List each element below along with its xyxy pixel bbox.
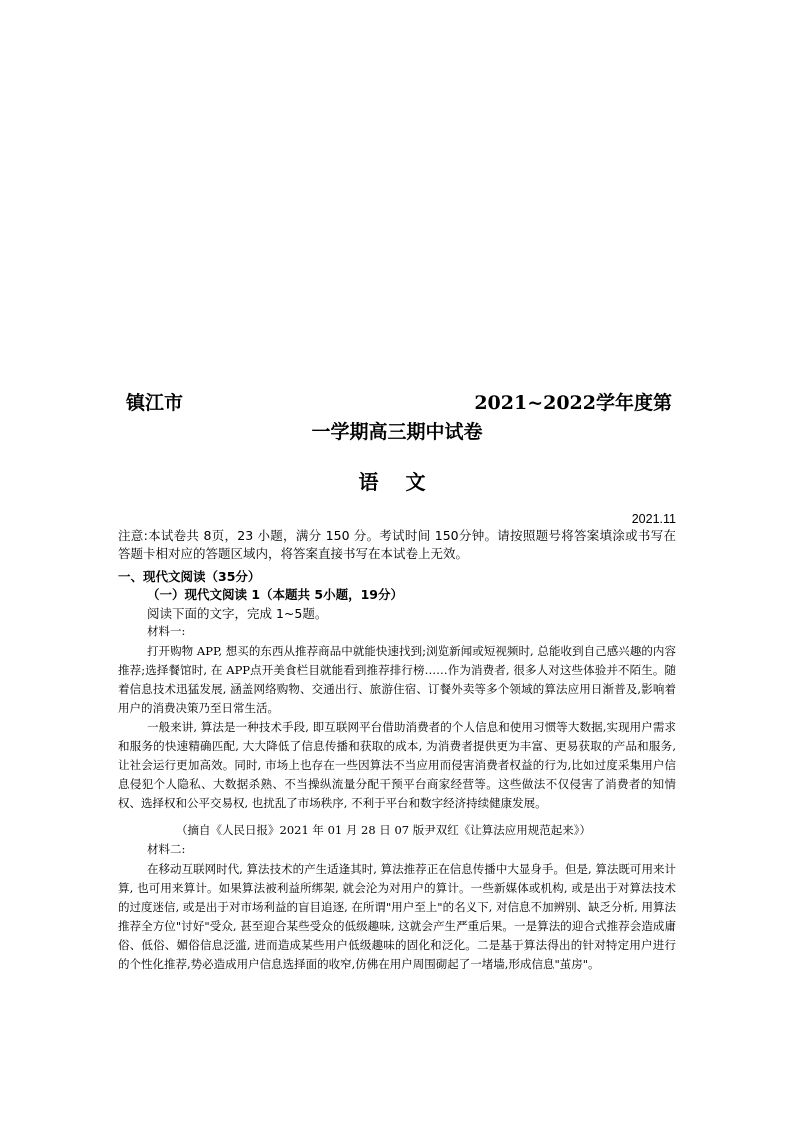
city-name: 镇江市 [126, 392, 184, 414]
subject-title: 语 文 [358, 470, 436, 494]
title-line-1 [126, 388, 672, 416]
material-1-paragraph: 一般来讲, 算法是一种技术手段, 即互联网平台借助消费者的个人信息和使用习惯等大数据,实现用户需求和服务的快速精确匹配, 大大降低了信息传播和获取的成本, 为消费者提供更为丰富、更易获取的产品和服务, 让社会运行更加高效。同时, 市场上也存在一些因算法不当应用而侵害消费者权益的行为,比如过度采集用户信息侵犯个人隐私、大数据杀熟、不当操纵流量分配干预平台商家经营等。这些做法不仅侵害了消费者的知情权、选择权和公平交易权, 也扰乱了市场秩序, 不利于平台和数字经济持续健康发展。 [118, 720, 676, 810]
material-2-paragraph: 在移动互联网时代, 算法技术的产生适逢其时, 算法推荐正在信息传播中大显身手。但是, 算法既可用来计算, 也可用来算计。如果算法被利益所绑架, 就会沦为对用户的算计。一些新媒体或机构, 或是出于对算法技术的过度迷信, 或是出于对市场利益的盲目追逐, 在所谓"用户至上"的名义下, 对信息不加辨别、缺乏分析, 用算法推荐全方位"讨好"受众, 甚至迎合某些受众的低级趣味, 这就会产生严重后果。一是算法的迎合式推荐会造成庸俗、低俗、媚俗信息泛滥, 进而造成某些用户低级趣味的固化和泛化。二是基于算法得出的针对特定用户进行的个性化推荐,势必造成用户信息选择面的收窄,仿佛在用户周围砌起了一堵墙,形成信息"茧房"。 [118, 862, 676, 971]
title-line-2: 一学期高三期中试卷 [311, 421, 483, 443]
exam-notice: 注意:本试卷共 8页，23 小题，满分 150 分。考试时间 150分钟。请按照题号将答案填涂或书写在答题卡相对应的答题区域内，将答案直接书写在本试卷上无效。 [118, 528, 676, 561]
material-2-body [118, 860, 676, 974]
material-1-body [118, 642, 676, 813]
exam-date: 2021.11 [631, 512, 676, 526]
reading-instruction: 阅读下面的文字，完成 1~5题。 [147, 606, 328, 621]
academic-year: 2021~2022学年度第 [474, 392, 672, 414]
material-1-citation: （摘自《人民日报》2021 年 01 月 28 日 07 版尹双红《让算法应用规范起来》） [176, 823, 592, 837]
material-1-paragraph: 打开购物 APP, 想买的东西从推荐商品中就能快速找到;浏览新闻或短视频时, 总能收到自己感兴趣的内容推荐;选择餐馆时, 在 APP点开美食栏目就能看到推荐排行榜……作为消费者, 很多人对这些体验并不陌生。随着信息技术迅猛发展, 涵盖网络购物、交通出行、旅游住宿、订餐外卖等多个领域的算法应用日渐普及,影响着用户的消费决策乃至日常生活。 [118, 644, 676, 715]
material-2-label: 材料二: [147, 842, 186, 856]
subsection-heading: （一）现代文阅读 1（本题共 5小题，19分） [147, 587, 403, 602]
section-heading: 一、现代文阅读（35分） [118, 569, 261, 584]
material-1-label: 材料一: [147, 624, 186, 638]
